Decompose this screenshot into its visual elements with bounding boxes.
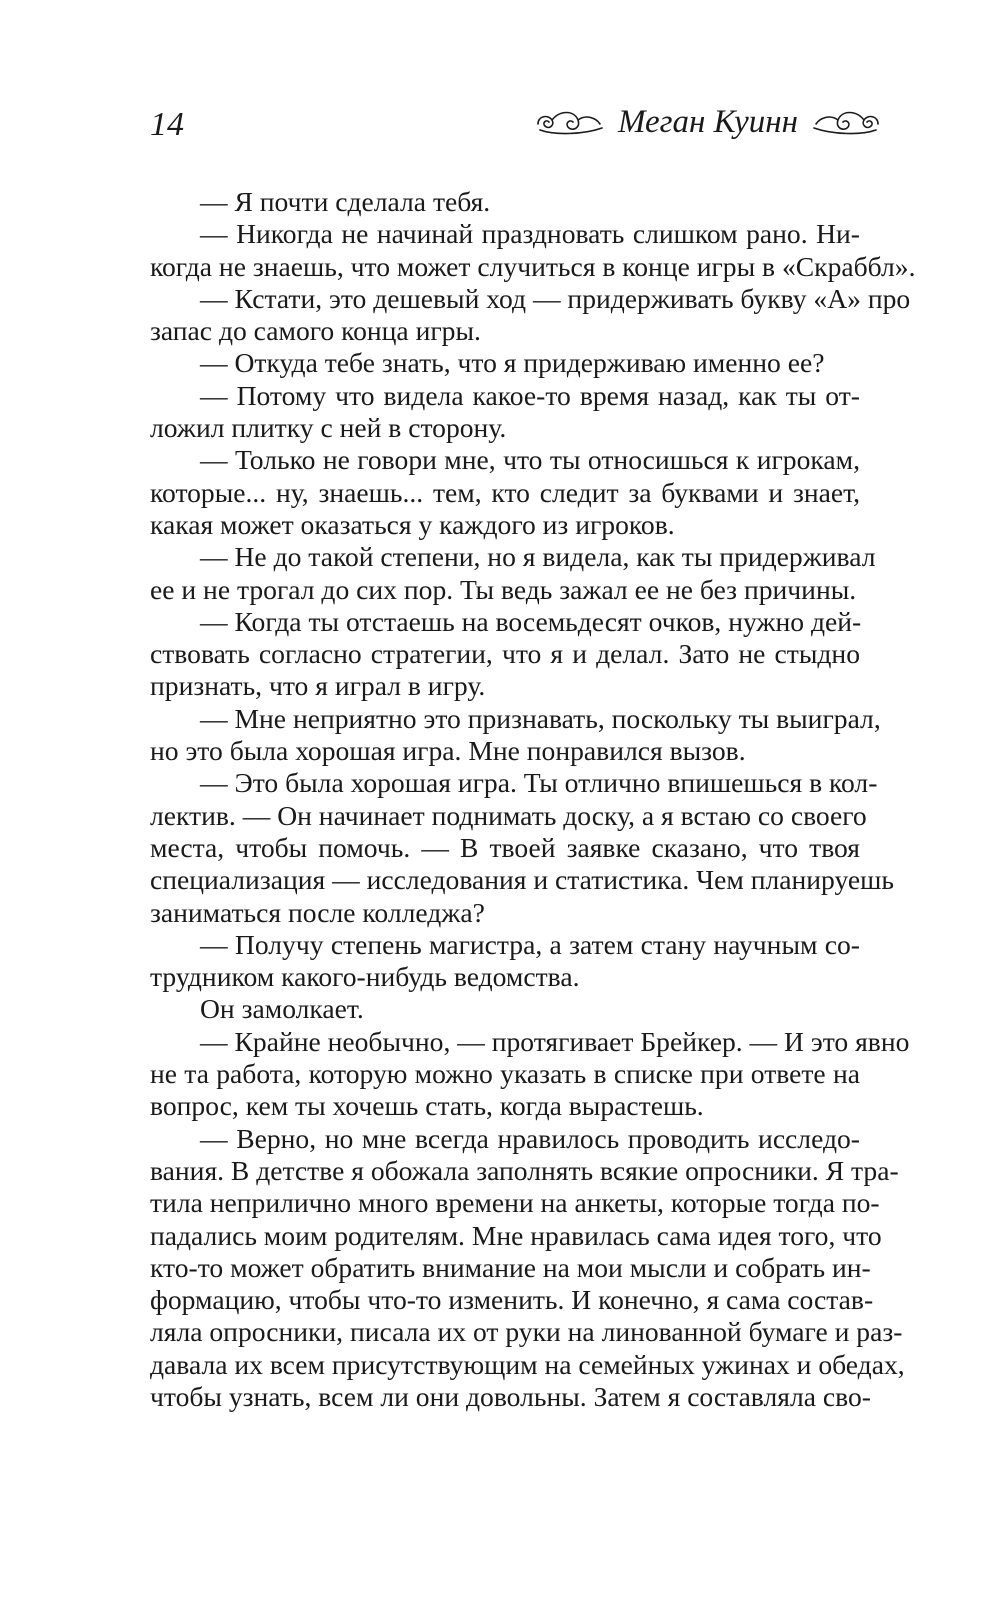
text-line: места, чтобы помочь. — В твоей заявке сказано, что твоя xyxy=(150,831,860,863)
text-line: чтобы узнать, всем ли они довольны. Затем я составляла сво- xyxy=(150,1380,871,1412)
text-line: трудником какого-нибудь ведомства. xyxy=(150,961,580,993)
text-line: — Потому что видела какое-то время назад, как ты от- xyxy=(200,379,860,411)
text-line: тила неприлично много времени на анкеты, которые тогда по- xyxy=(150,1187,880,1219)
text-line: формацию, чтобы что-то изменить. И конечно, я сама состав- xyxy=(150,1284,874,1316)
text-line: — Крайне необычно, — протягивает Брейкер. — И это явно xyxy=(200,1025,910,1057)
text-line: — Это была хорошая игра. Ты отлично впишешься в кол- xyxy=(200,767,878,799)
text-line: ложил плитку с ней в сторону. xyxy=(150,412,507,444)
text-line: — Я почти сделала тебя. xyxy=(200,186,491,217)
text-line: — Когда ты отстаешь на восемьдесят очков, нужно дей- xyxy=(200,605,862,637)
text-line: ствовать согласно стратегии, что я и делал. Зато не стыдно xyxy=(150,638,860,670)
text-line: запас до самого конца игры. xyxy=(150,315,481,347)
text-line: Он замолкает. xyxy=(200,993,364,1025)
text-line: — Получу степень магистра, а затем стану научным со- xyxy=(200,928,860,960)
body-text xyxy=(150,186,916,1413)
text-line: не та работа, которую можно указать в списке при ответе на xyxy=(150,1058,860,1090)
text-line: ее и не трогал до сих пор. Ты ведь зажал ее не без причины. xyxy=(150,573,857,605)
text-line: когда не знаешь, что может случиться в конце игры в «Скраббл». xyxy=(150,250,916,282)
text-line: лектив. — Он начинает поднимать доску, а я встаю со своего xyxy=(150,799,867,831)
text-line: специализация — исследования и статистика. Чем планируешь xyxy=(150,864,894,896)
text-line: заниматься после колледжа? xyxy=(150,896,485,928)
text-line: вопрос, кем ты хочешь стать, когда вырастешь. xyxy=(150,1090,704,1122)
author-name: Меган Куинн xyxy=(617,104,798,140)
text-line: — Никогда не начинай праздновать слишком рано. Ни- xyxy=(200,218,860,250)
scroll-flourish-icon xyxy=(810,108,882,138)
text-line: — Кстати, это дешевый ход — придерживать букву «А» про xyxy=(200,282,911,314)
text-line: кто-то может обратить внимание на мои мысли и собрать ин- xyxy=(150,1251,871,1283)
text-line: — Мне неприятно это признавать, поскольку ты выиграл, xyxy=(200,702,881,734)
text-line: вания. В детстве я обожала заполнять всякие опросники. Я тра- xyxy=(150,1154,899,1186)
text-line: но это была хорошая игра. Мне понравился вызов. xyxy=(150,735,746,767)
text-line: — Верно, но мне всегда нравилось проводить исследо- xyxy=(200,1122,860,1154)
scroll-flourish-icon xyxy=(534,108,606,138)
text-line: какая может оказаться у каждого из игроков. xyxy=(150,508,675,540)
text-line: — Откуда тебе знать, что я придерживаю именно ее? xyxy=(200,347,825,379)
text-line: падались моим родителям. Мне нравилась сама идея того, что xyxy=(150,1219,882,1251)
text-line: — Не до такой степени, но я видела, как ты придерживал xyxy=(200,541,876,573)
text-line: которые... ну, знаешь... тем, кто следит за буквами и знает, xyxy=(150,476,860,508)
running-head xyxy=(534,106,882,139)
text-line: признать, что я играл в игру. xyxy=(150,670,486,702)
text-line: ляла опросники, писала их от руки на линованной бумаге и раз- xyxy=(150,1316,903,1348)
text-line: — Только не говори мне, что ты относишься к игрокам, xyxy=(200,444,860,476)
text-line: давала их всем присутствующим на семейных ужинах и обедах, xyxy=(150,1348,905,1380)
page-number: 14 xyxy=(150,106,184,143)
